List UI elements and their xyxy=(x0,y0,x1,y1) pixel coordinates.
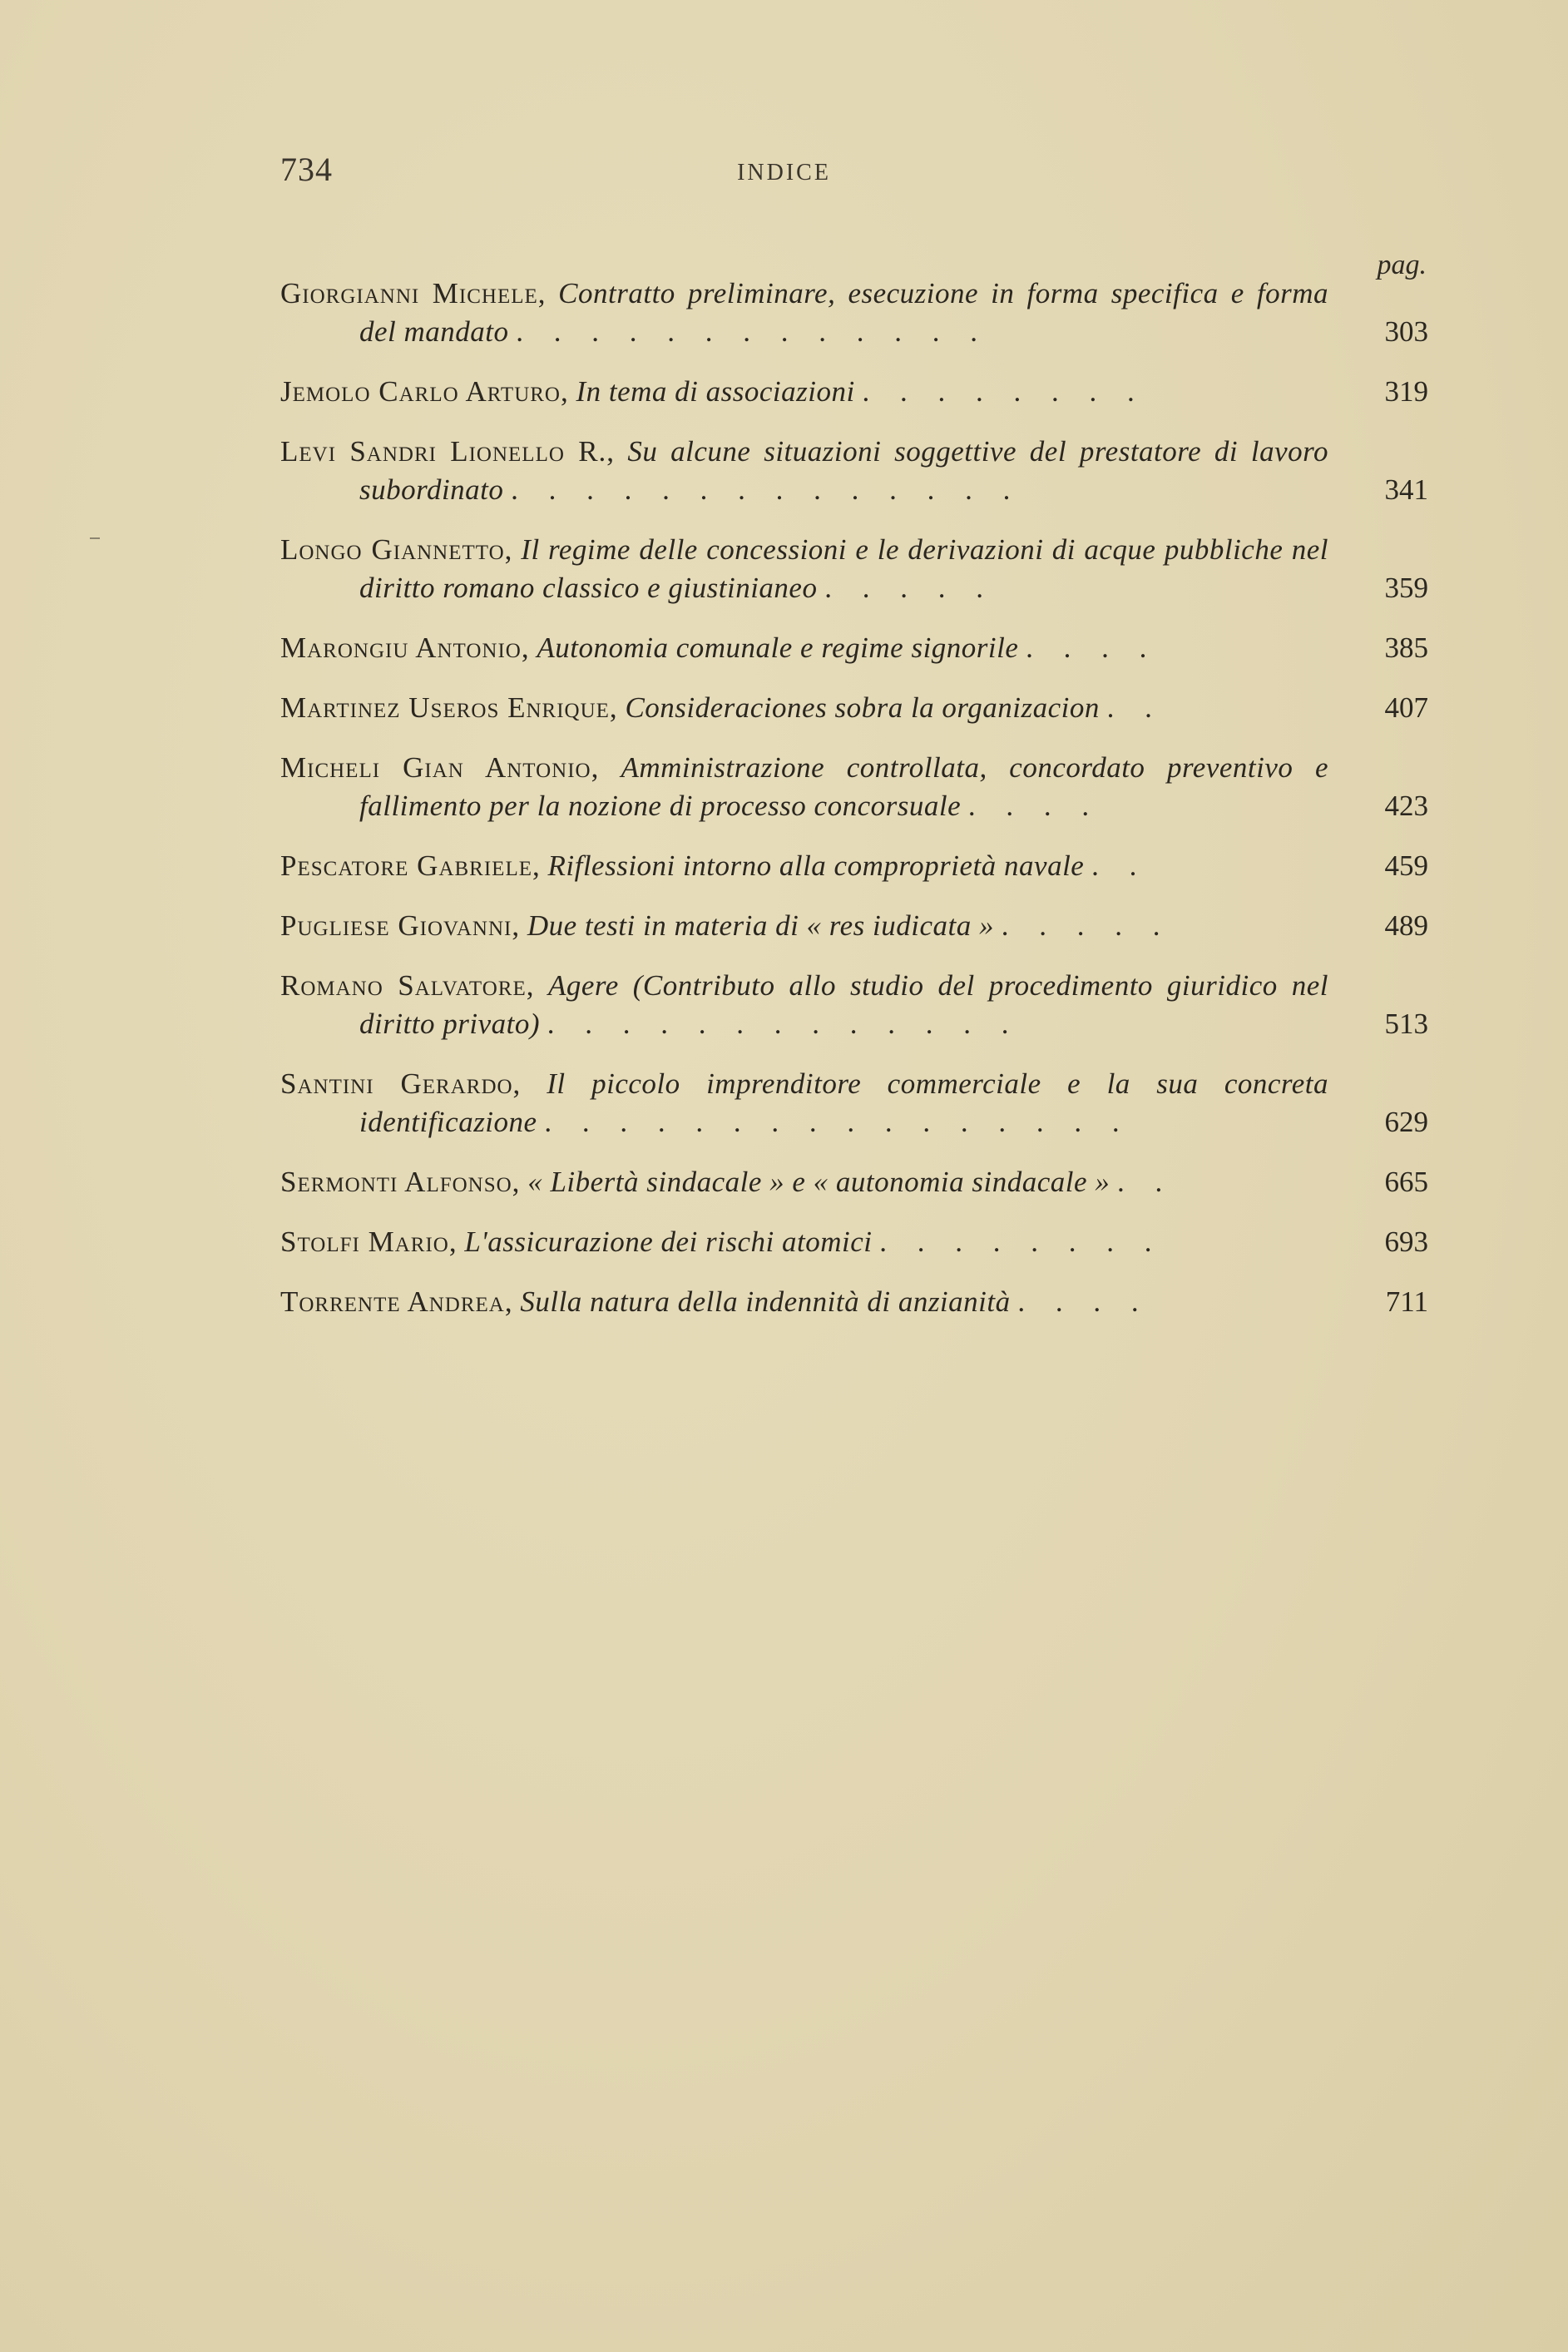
pag-column-label: pag. xyxy=(1377,250,1427,280)
entry-leader: . . . . xyxy=(1017,1285,1150,1318)
entry-title: Agere (Contributo allo studio del procedimento giuridico nel diritto privato) xyxy=(359,969,1328,1040)
entry-leader: . . . . . xyxy=(824,572,995,604)
entry-page: 665 xyxy=(1384,1166,1428,1198)
entry-title: Sulla natura della indennità di anzianità xyxy=(520,1285,1011,1318)
entry-page: 423 xyxy=(1384,790,1428,822)
entry-page: 359 xyxy=(1384,572,1428,604)
toc-entry xyxy=(280,967,1428,1043)
entry-page: 319 xyxy=(1384,375,1428,408)
toc-entry xyxy=(280,749,1428,825)
toc-entry xyxy=(280,1065,1428,1141)
toc-entry xyxy=(280,689,1428,727)
toc-entry xyxy=(280,1283,1428,1321)
entry-title: Due testi in materia di « res iudicata » xyxy=(527,909,994,942)
entry-leader: . . . . . . . . xyxy=(879,1226,1164,1258)
entry-page: 711 xyxy=(1385,1285,1428,1318)
entry-page: 341 xyxy=(1384,473,1428,506)
toc-entry xyxy=(280,531,1428,607)
entry-page: 693 xyxy=(1384,1226,1428,1258)
entry-author: Pugliese Giovanni, xyxy=(280,909,521,942)
entry-author: Sermonti Alfonso, xyxy=(280,1166,521,1198)
running-head: INDICE xyxy=(737,160,831,186)
toc-entry xyxy=(280,373,1428,411)
entry-leader: . . . . . . . . . . . . . . . . xyxy=(544,1106,1131,1138)
entry-leader: . . . . . . . . . . . . . . xyxy=(511,473,1022,506)
entry-page: 407 xyxy=(1384,691,1428,724)
entry-author: Levi Sandri Lionello R., xyxy=(280,435,616,468)
page-number: 734 xyxy=(280,151,333,188)
entry-author: Giorgianni Michele, xyxy=(280,277,547,309)
entry-leader: . . . . xyxy=(967,790,1101,822)
table-of-contents xyxy=(280,275,1428,1343)
toc-entry xyxy=(280,275,1428,351)
entry-author: Micheli Gian Antonio, xyxy=(280,751,600,784)
entry-title: « Libertà sindacale » e « autonomia sindacale » xyxy=(527,1166,1110,1198)
toc-entry xyxy=(280,1223,1428,1261)
entry-author: Romano Salvatore, xyxy=(280,969,535,1002)
entry-author: Stolfi Mario, xyxy=(280,1226,458,1258)
entry-title: Il piccolo imprenditore commerciale e la sua concreta identificazione xyxy=(359,1067,1328,1138)
entry-title: Consideraciones sobra la organizacion xyxy=(625,691,1100,724)
entry-page: 303 xyxy=(1384,315,1428,348)
entry-author: Torrente Andrea, xyxy=(280,1285,513,1318)
entry-title: In tema di associazioni xyxy=(576,375,855,408)
toc-entry xyxy=(280,847,1428,885)
entry-title: Contratto preliminare, esecuzione in forma specifica e forma del mandato xyxy=(359,277,1328,348)
entry-page: 629 xyxy=(1384,1106,1428,1138)
entry-leader: . . xyxy=(1091,849,1149,882)
entry-page: 459 xyxy=(1384,849,1428,882)
toc-entry xyxy=(280,907,1428,945)
entry-title: Autonomia comunale e regime signorile xyxy=(537,631,1019,664)
entry-author: Longo Giannetto, xyxy=(280,533,513,566)
entry-title: Su alcune situazioni soggettive del prestatore di lavoro subordinato xyxy=(359,435,1329,506)
toc-entry xyxy=(280,433,1428,509)
entry-leader: . . xyxy=(1117,1166,1175,1198)
entry-author: Martinez Useros Enrique, xyxy=(280,691,618,724)
entry-leader: . . . . . . . . xyxy=(862,375,1146,408)
entry-author: Marongiu Antonio, xyxy=(280,631,530,664)
margin-mark xyxy=(90,537,100,539)
entry-author: Jemolo Carlo Arturo, xyxy=(280,375,569,408)
entry-page: 489 xyxy=(1384,909,1428,942)
entry-page: 385 xyxy=(1384,631,1428,664)
entry-author: Santini Gerardo, xyxy=(280,1067,522,1100)
entry-title: Riflessioni intorno alla comproprietà navale xyxy=(547,849,1085,882)
entry-leader: . . xyxy=(1106,691,1164,724)
entry-leader: . . . . . xyxy=(1001,909,1172,942)
entry-author: Pescatore Gabriele, xyxy=(280,849,541,882)
toc-entry xyxy=(280,629,1428,667)
toc-entry xyxy=(280,1163,1428,1201)
entry-leader: . . . . . . . . . . . . . xyxy=(516,315,990,348)
entry-leader: . . . . xyxy=(1026,631,1159,664)
entry-title: Il regime delle concessioni e le derivazioni di acque pubbliche nel diritto romano classico e giustinianeo xyxy=(359,533,1329,604)
entry-title: L'assicurazione dei rischi atomici xyxy=(464,1226,873,1258)
entry-page: 513 xyxy=(1384,1008,1428,1040)
entry-title: Amministrazione controllata, concordato preventivo e fallimento per la nozione di processo concorsuale xyxy=(359,751,1328,822)
entry-leader: . . . . . . . . . . . . . xyxy=(547,1008,1021,1040)
